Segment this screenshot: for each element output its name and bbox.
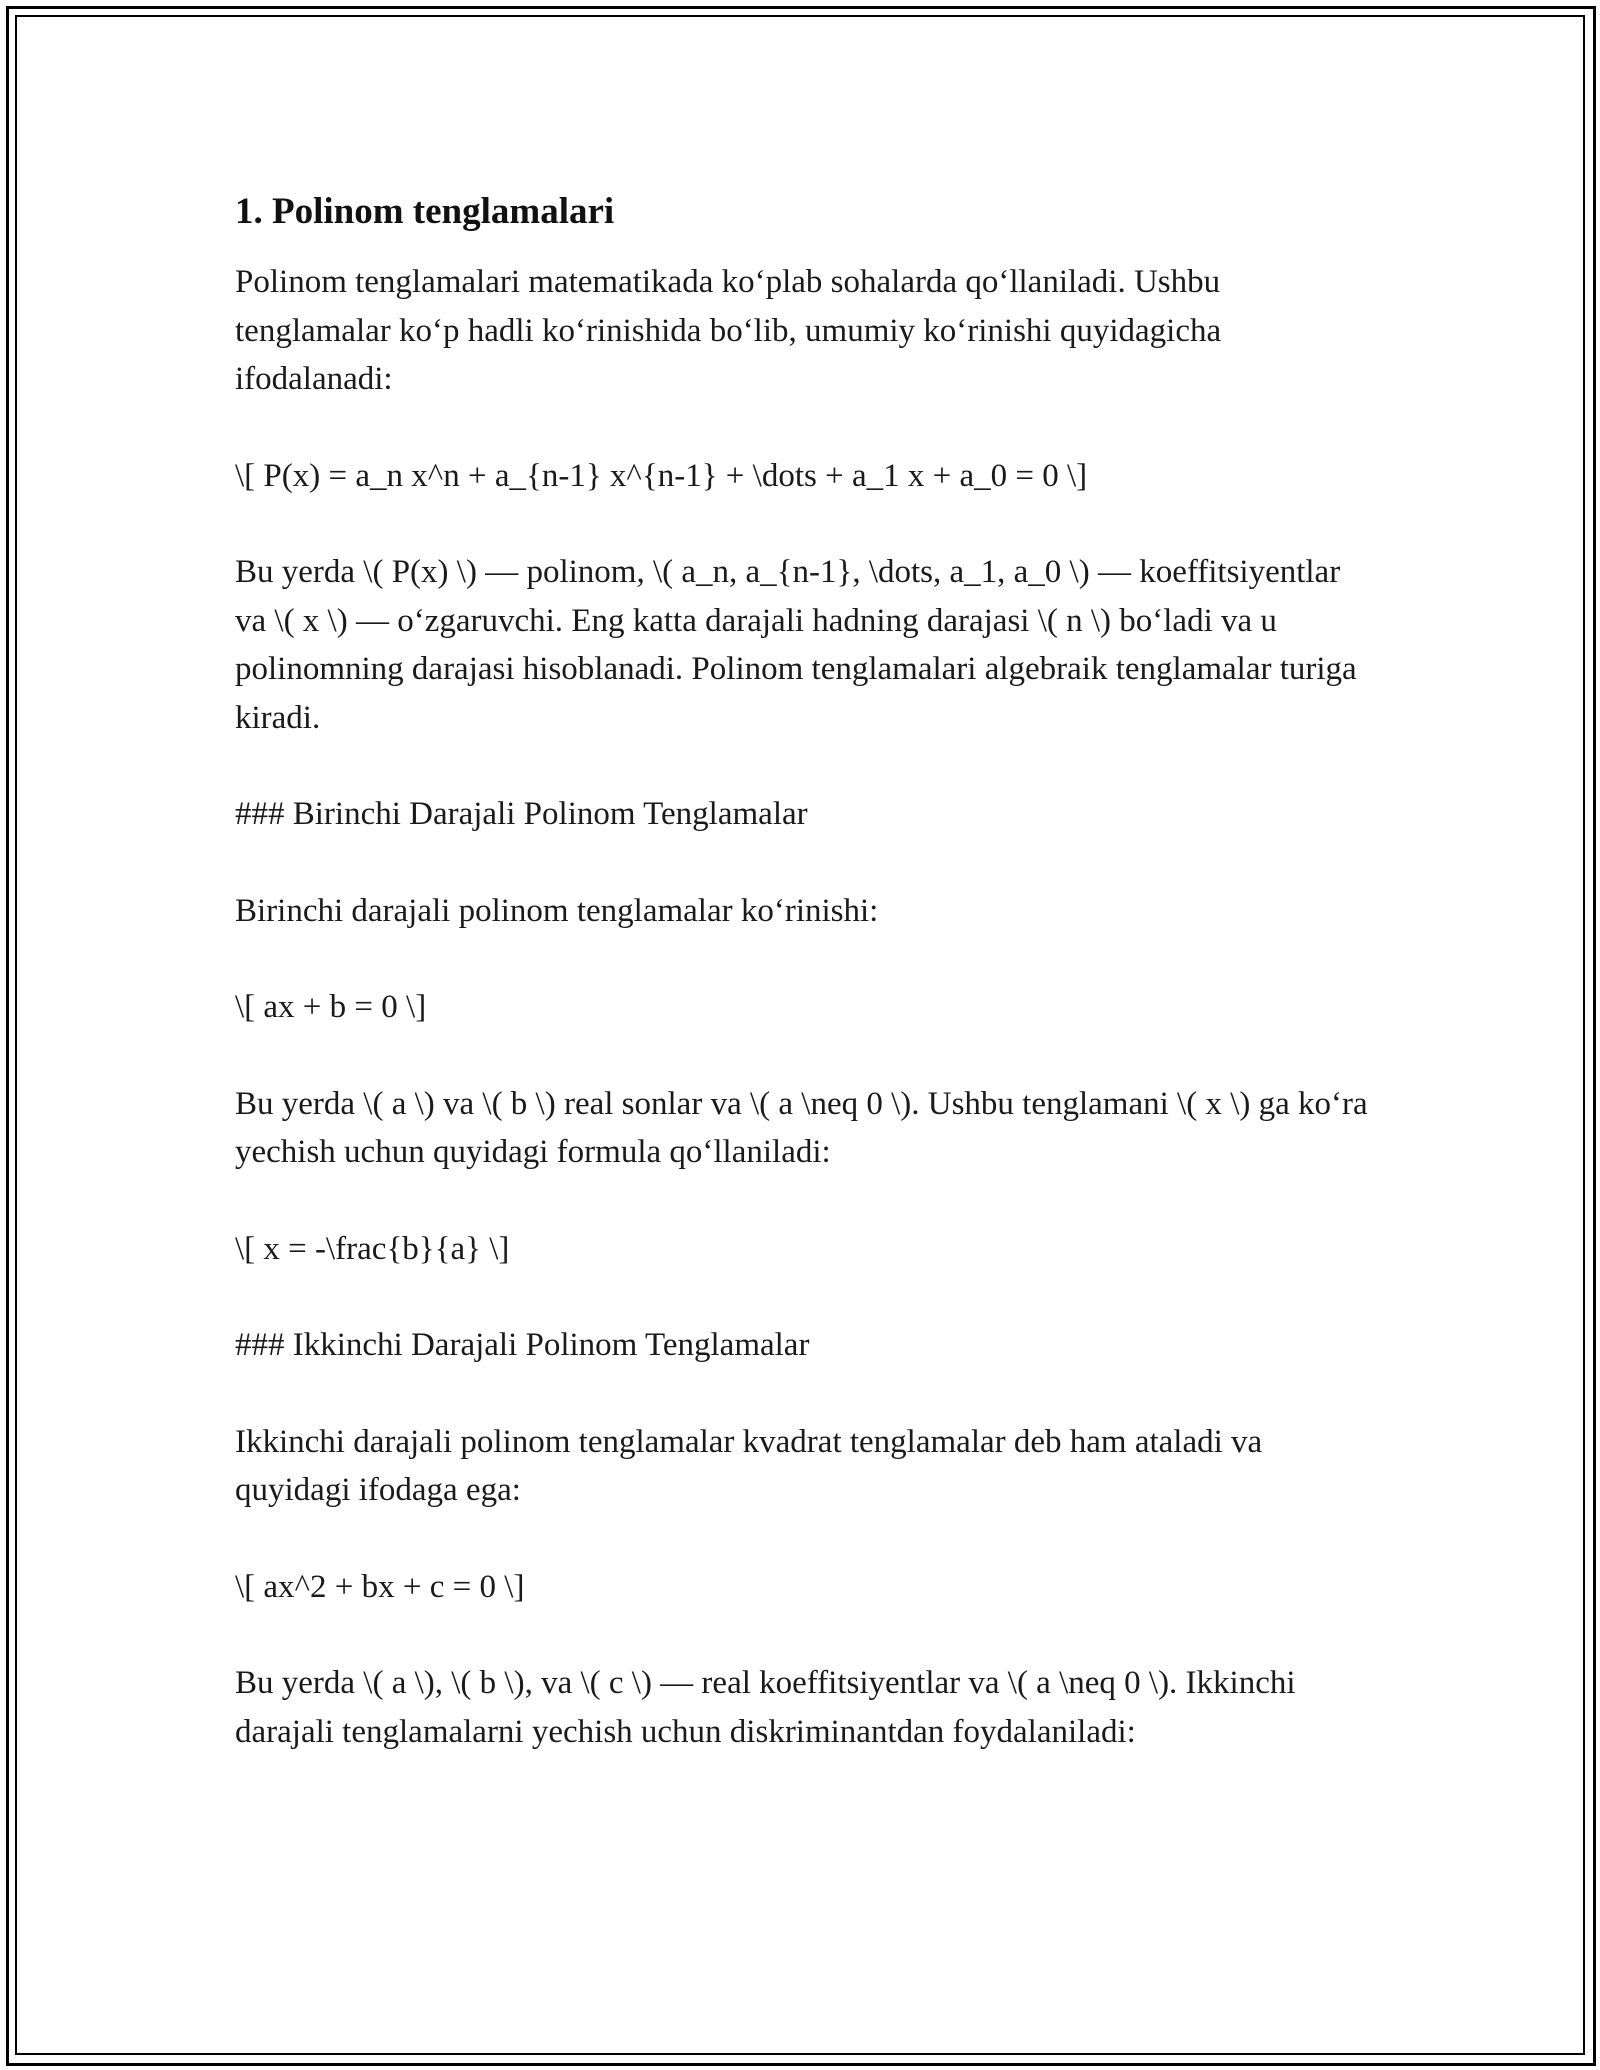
subheading-first-degree: ### Birinchi Darajali Polinom Tenglamalar xyxy=(235,796,808,832)
second-degree-intro: Ikkinchi darajali polinom tenglamalar kvadrat tenglamalar deb ham ataladi va quyidagi ifodaga ega: xyxy=(235,1423,1263,1508)
linear-equation-formula: \[ ax + b = 0 \] xyxy=(235,989,427,1025)
general-polynomial-formula: \[ P(x) = a_n x^n + a_{n-1} x^{n-1} + \dots + a_1 x + a_0 = 0 \] xyxy=(235,457,1088,494)
linear-solution-paragraph: Bu yerda \( a \) va \( b \) real sonlar va \( a \neq 0 \). Ushbu tenglamani \( x \) ga ko‘ra yechish uchun quyidagi formula qo‘llaniladi: xyxy=(235,1085,1368,1170)
subheading-second-degree: ### Ikkinchi Darajali Polinom Tenglamalar xyxy=(235,1327,810,1363)
quadratic-coefficients-paragraph: Bu yerda \( a \), \( b \), va \( c \) — real koeffitsiyentlar va \( a \neq 0 \). Ikkinchi darajali tenglamalarni yechish uchun diskriminantdan foydalaniladi: xyxy=(235,1665,1296,1750)
linear-solution-formula: \[ x = -\frac{b}{a} \] xyxy=(235,1230,510,1267)
polynomial-definition-paragraph: Bu yerda \( P(x) \) — polinom, \( a_n, a_{n-1}, \dots, a_1, a_0 \) — koeffitsiyentlar va \( x \) — o‘zgaruvchi. Eng katta darajali hadning darajasi \( n \) bo‘ladi va u polinomning darajasi hisoblanadi. Polinom tenglamalari algebraik tenglamalar turiga kiradi. xyxy=(235,554,1357,736)
first-degree-intro: Birinchi darajali polinom tenglamalar ko‘rinishi: xyxy=(235,892,879,929)
document-body xyxy=(235,186,1375,1756)
section-heading: 1. Polinom tenglamalari xyxy=(235,191,615,232)
intro-paragraph: Polinom tenglamalari matematikada ko‘plab sohalarda qo‘llaniladi. Ushbu tenglamalar ko‘p hadli ko‘rinishida bo‘lib, umumiy ko‘rinishi quyidagicha ifodalanadi: xyxy=(235,264,1222,397)
quadratic-equation-formula: \[ ax^2 + bx + c = 0 \] xyxy=(235,1568,525,1605)
